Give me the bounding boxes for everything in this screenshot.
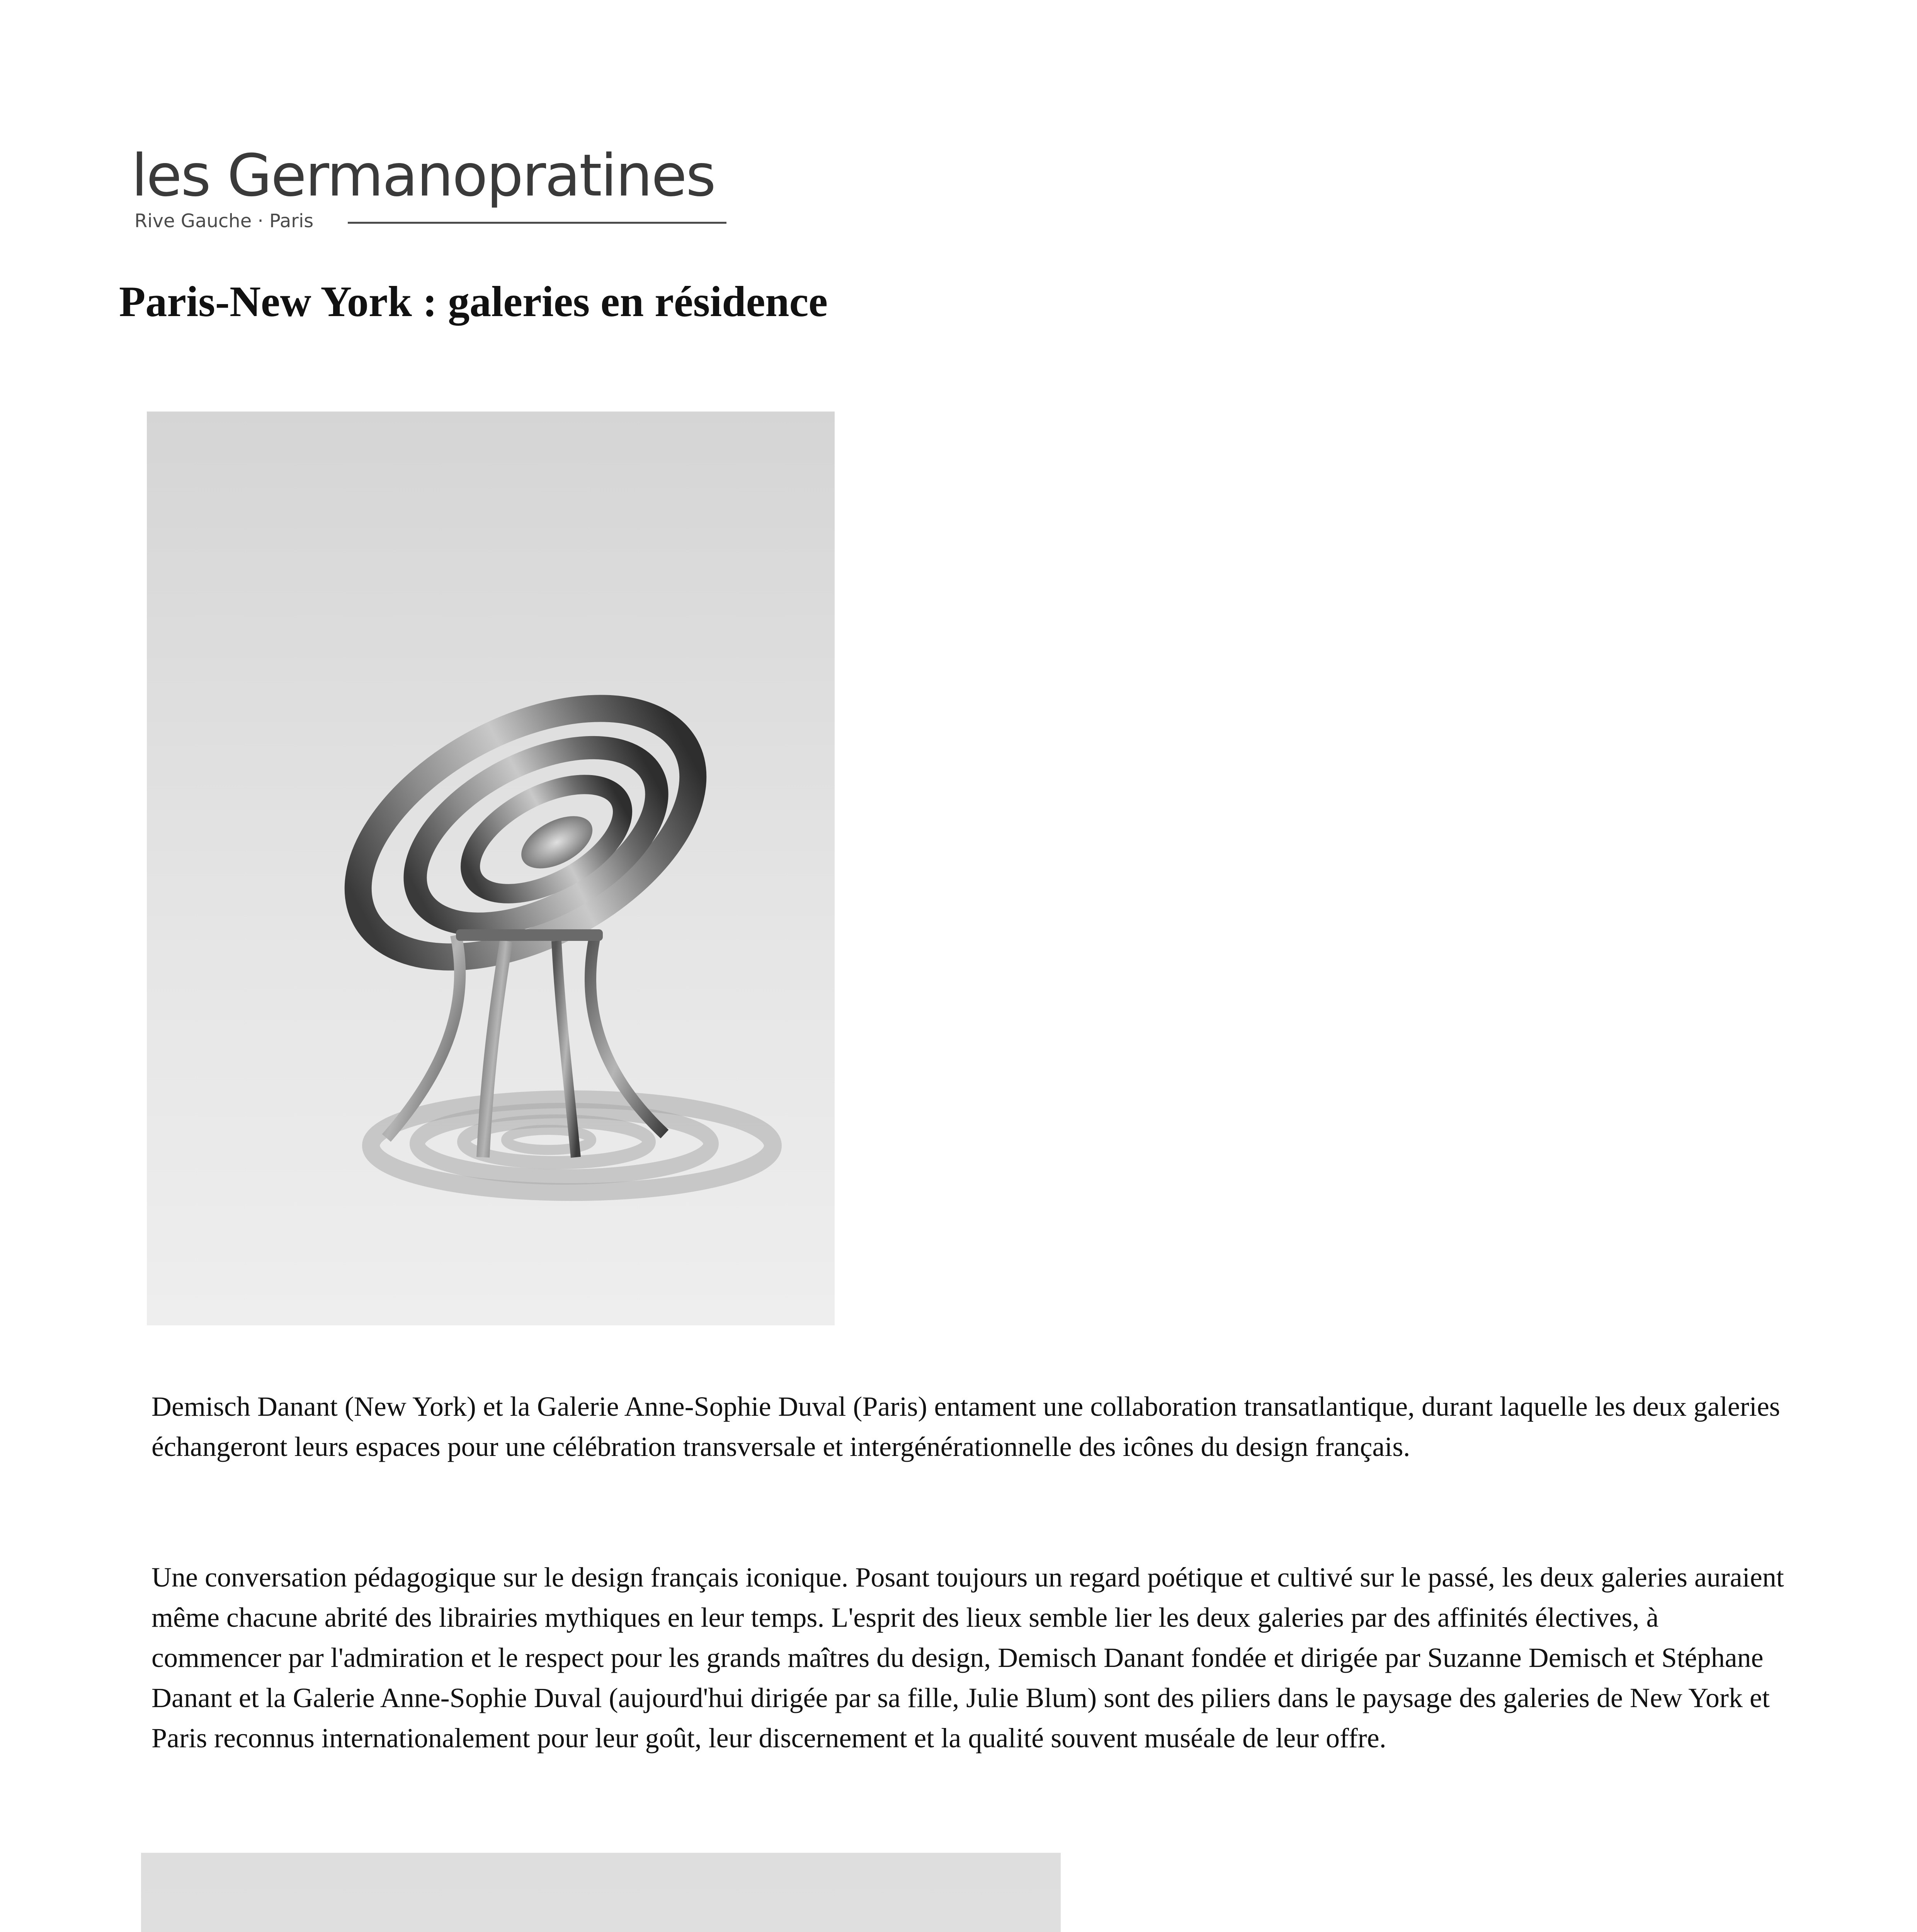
- article-title: Paris-New York : galeries en résidence: [119, 278, 828, 326]
- logo-rule: [348, 222, 726, 224]
- logo-tagline: Rive Gauche · Paris: [134, 210, 314, 232]
- masthead-logo: [131, 142, 715, 232]
- article-paragraph-1: Demisch Danant (New York) et la Galerie Anne-Sophie Duval (Paris) entament une collaboration transatlantique, durant laquelle les deux galeries échangeront leurs espaces pour une célébration transversale et intergénérationnelle des icônes du design français.: [151, 1391, 1780, 1462]
- chair-illustration: [147, 412, 835, 1325]
- sofa-photo: [141, 1853, 1061, 1932]
- sofa-illustration: [141, 1853, 1061, 1932]
- logo-wordmark: les Germanopratines: [131, 142, 715, 209]
- chair-photo: [147, 412, 835, 1325]
- article-paragraph-2: Une conversation pédagogique sur le design français iconique. Posant toujours un regard poétique et cultivé sur le passé, les deux galeries auraient même chacune abrité des librairies mythiques en leur temps. L'esprit des lieux semble lier les deux galeries par des affinités électives, à commencer par l'admiration et le respect pour les grands maîtres du design, Demisch Danant fondée et dirigée par Suzanne Demisch et Stéphane Danant et la Galerie Anne-Sophie Duval (aujourd'hui dirigée par sa fille, Julie Blum) sont des piliers dans le paysage des galeries de New York et Paris reconnus internationalement pour leur goût, leur discernement et la qualité souvent muséale de leur offre.: [151, 1562, 1784, 1753]
